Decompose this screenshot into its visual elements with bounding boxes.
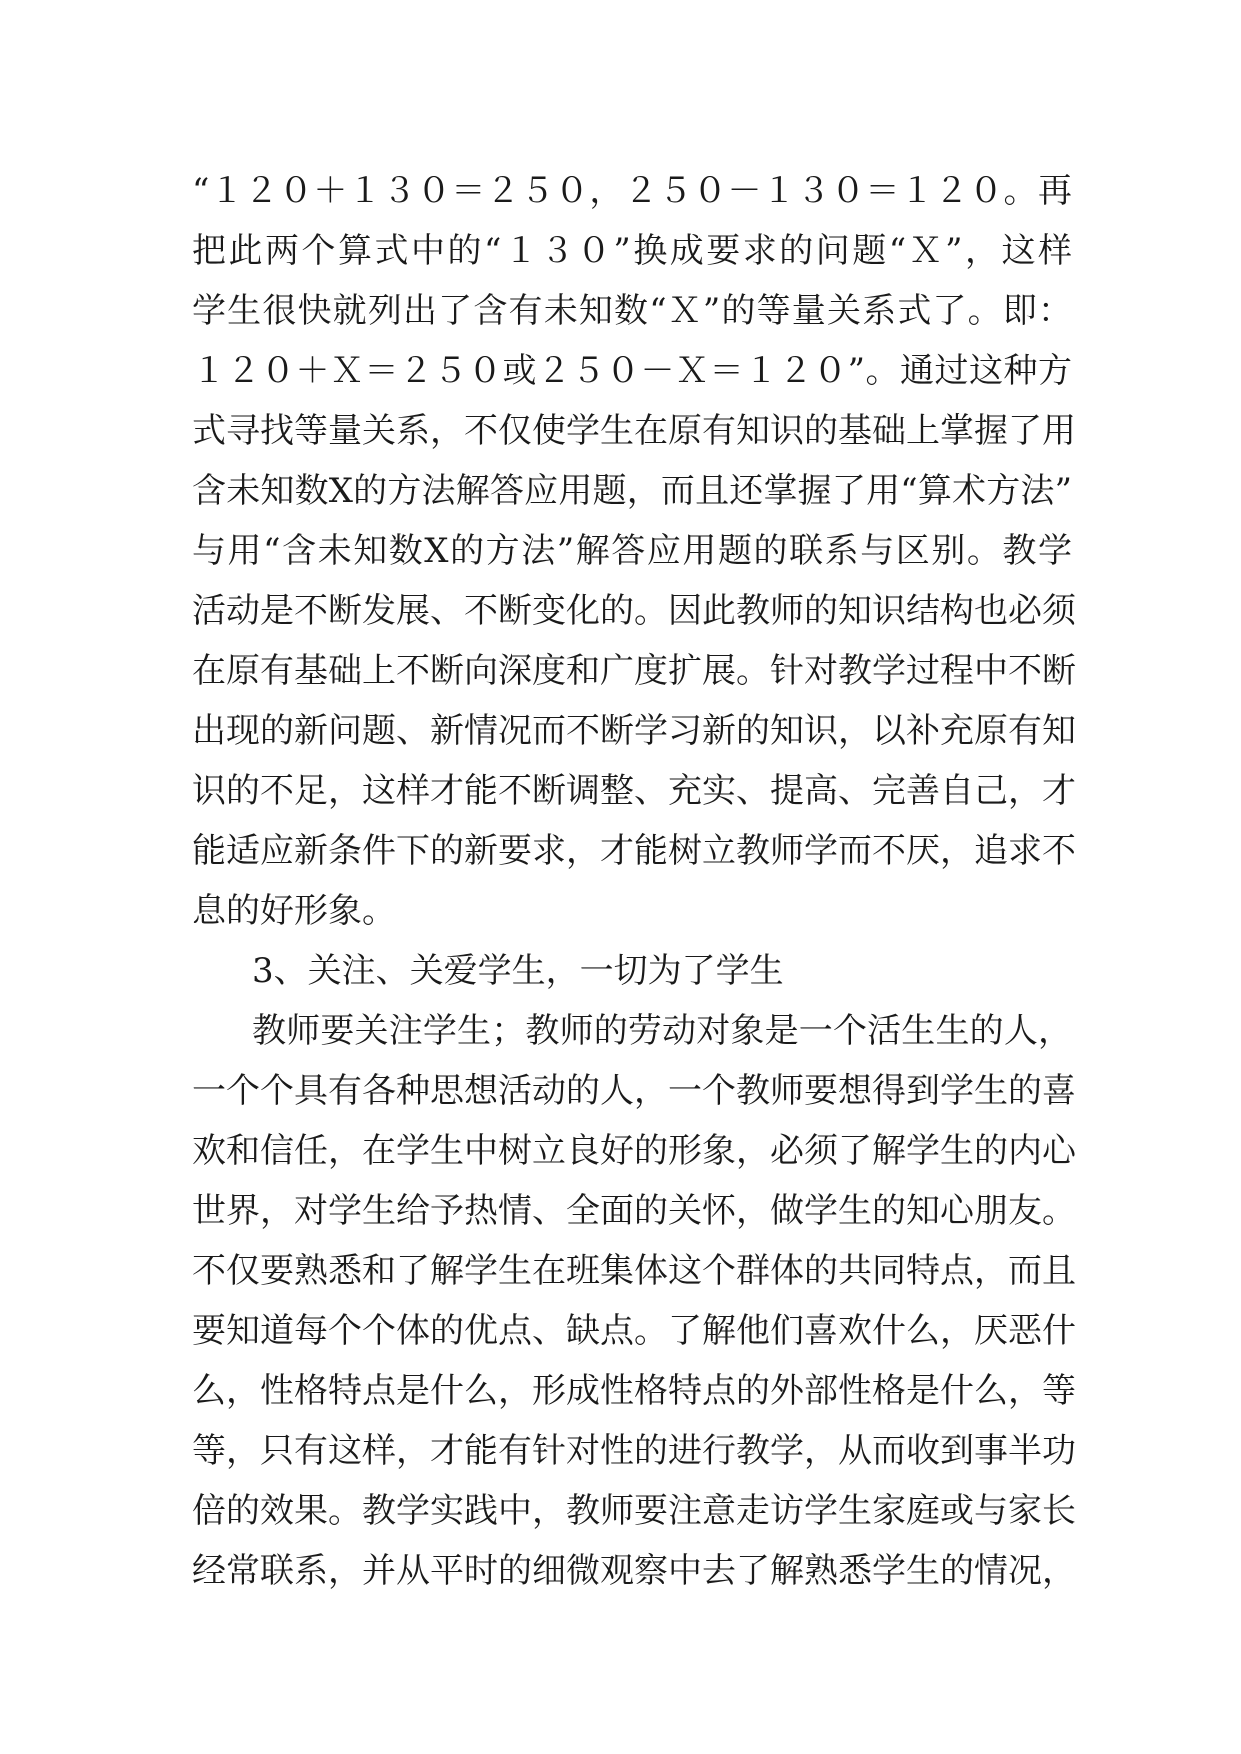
text-line: 识的不足，这样才能不断调整、充实、提高、完善自己，才	[192, 771, 1076, 811]
text-line: 息的好形象。	[192, 891, 396, 931]
text-line: 活动是不断发展、不断变化的。因此教师的知识结构也必须	[192, 591, 1076, 631]
heading-text: 3、关注、关爱学生，一切为了学生	[252, 951, 784, 991]
text-line: 在原有基础上不断向深度和广度扩展。针对教学过程中不断	[192, 651, 1076, 691]
text-line: 世界，对学生给予热情、全面的关怀，做学生的知心朋友。	[192, 1191, 1076, 1231]
text-line: 能适应新条件下的新要求，才能树立教师学而不厌，追求不	[192, 831, 1076, 871]
text-line: 学生很快就列出了含有未知数“Ｘ”的等量关系式了。即：	[192, 291, 1072, 331]
text-line: 教师要关注学生；教师的劳动对象是一个活生生的人，	[252, 1011, 1072, 1051]
text-line: 含未知数X的方法解答应用题，而且还掌握了用“算术方法”	[192, 471, 1072, 511]
text-line: 欢和信任，在学生中树立良好的形象，必须了解学生的内心	[192, 1131, 1076, 1171]
text-line: 么，性格特点是什么，形成性格特点的外部性格是什么，等	[192, 1371, 1076, 1411]
section-heading	[192, 941, 1072, 1001]
document-body	[192, 161, 1076, 1601]
text-line: 经常联系，并从平时的细微观察中去了解熟悉学生的情况，	[192, 1551, 1076, 1591]
paragraph-continued	[192, 161, 1076, 941]
text-line: 出现的新问题、新情况而不断学习新的知识，以补充原有知	[192, 711, 1076, 751]
text-line: 一个个具有各种思想活动的人，一个教师要想得到学生的喜	[192, 1071, 1076, 1111]
text-line: 不仅要熟悉和了解学生在班集体这个群体的共同特点，而且	[192, 1251, 1076, 1291]
text-line: 倍的效果。教学实践中，教师要注意走访学生家庭或与家长	[192, 1491, 1076, 1531]
paragraph-3	[192, 1001, 1076, 1601]
text-line: “１２０＋１３０＝２５０，２５０－１３０＝１２０。再	[192, 171, 1072, 211]
text-line: 与用“含未知数X的方法”解答应用题的联系与区别。教学	[192, 531, 1072, 571]
text-line: 把此两个算式中的“１３０”换成要求的问题“Ｘ”，这样	[192, 231, 1072, 271]
text-line: 式寻找等量关系，不仅使学生在原有知识的基础上掌握了用	[192, 411, 1076, 451]
text-line: 等，只有这样，才能有针对性的进行教学，从而收到事半功	[192, 1431, 1076, 1471]
text-line: １２０＋Ｘ＝２５０或２５０－Ｘ＝１２０”。通过这种方	[192, 351, 1072, 391]
text-line: 要知道每个个体的优点、缺点。了解他们喜欢什么，厌恶什	[192, 1311, 1076, 1351]
